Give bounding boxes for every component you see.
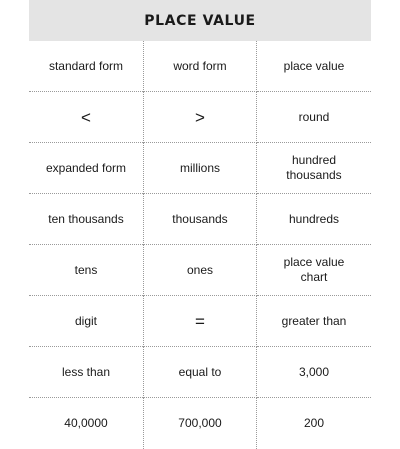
number-cell: 200 xyxy=(303,416,325,430)
vocabulary-grid xyxy=(29,41,371,449)
term-cell: standard form xyxy=(29,41,143,92)
term-cell: word form xyxy=(143,41,257,92)
term-cell: ten thousands xyxy=(29,194,143,245)
sheet-title: PLACE VALUE xyxy=(29,0,371,41)
term-cell: equal to xyxy=(143,347,257,398)
vocabulary-sheet xyxy=(29,0,371,445)
term-cell: expanded form xyxy=(29,143,143,194)
term-cell: round xyxy=(257,92,371,143)
equals-symbol-cell: = xyxy=(143,296,257,347)
term-cell: greater than xyxy=(257,296,371,347)
term-cell: ones xyxy=(143,245,257,296)
term-cell: place value xyxy=(257,41,371,92)
term-cell: hundred thousands xyxy=(257,143,371,194)
term-cell: place value chart xyxy=(257,245,371,296)
term-cell: millions xyxy=(143,143,257,194)
less-than-symbol-cell: < xyxy=(29,92,143,143)
term-cell: hundreds xyxy=(257,194,371,245)
term-cell: digit xyxy=(29,296,143,347)
term-cell: less than xyxy=(29,347,143,398)
number-cell: 3,000 xyxy=(257,347,371,398)
term-cell: tens xyxy=(29,245,143,296)
greater-than-symbol-cell: > xyxy=(143,92,257,143)
term-cell: thousands xyxy=(143,194,257,245)
number-cell: 700,000 xyxy=(143,398,257,449)
number-cell: 40,0000 xyxy=(64,416,108,430)
